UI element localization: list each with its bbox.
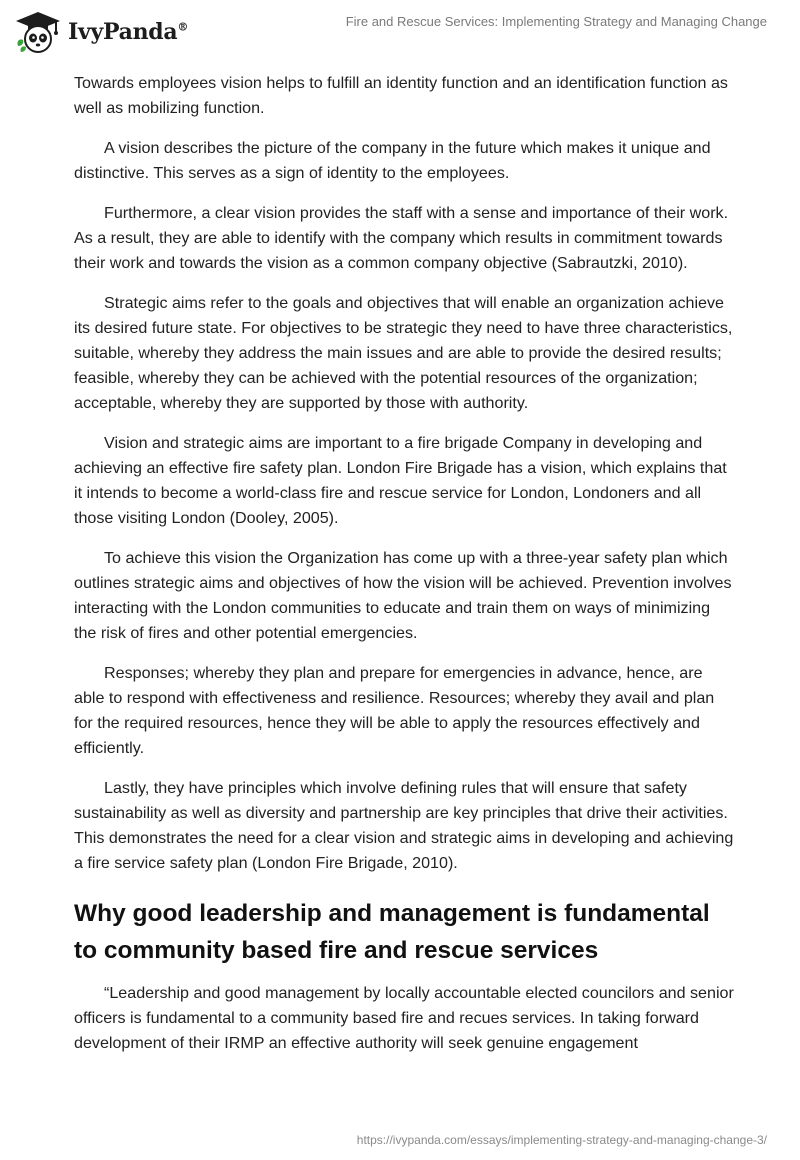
paragraph: Lastly, they have principles which involve defining rules that will ensure that safety sustainability as well as diversity and partnership are key principles that drive their activities. This demonstrates the need for a clear vision and strategic aims in developing and achieving a fire service safety plan (London Fire Brigade, 2010). [74,779,734,872]
ivypanda-logo[interactable] [14,10,188,54]
paragraph: Towards employees vision helps to fulfill an identity function and an identification function as well as mobilizing function. [74,74,728,117]
paragraph: To achieve this vision the Organization has come up with a three-year safety plan which outlines strategic aims and objectives of how the vision will be achieved. Prevention involves interacting with the London communities to educate and train them on ways of minimizing the risk of fires and other potential emergencies. [74,549,732,642]
footer-url[interactable]: https://ivypanda.com/essays/implementing-strategy-and-managing-change-3/ [356,1133,767,1147]
paragraph: Vision and strategic aims are important to a fire brigade Company in developing and achieving an effective fire safety plan. London Fire Brigade has a vision, which explains that it intends to become a world-class fire and rescue service for London, Londoners and all those visiting London (Dooley, 2005). [74,434,727,527]
paragraph: Responses; whereby they plan and prepare for emergencies in advance, hence, are able to respond with effectiveness and resilience. Resources; whereby they avail and plan for the required resources, hence they will be able to apply the resources effectively and efficiently. [74,664,715,757]
paragraph: Furthermore, a clear vision provides the staff with a sense and importance of their work. As a result, they are able to identify with the company which results in commitment towards their work and towards the vision as a common company objective (Sabrautzki, 2010). [74,204,729,272]
panda-graduate-icon [14,10,62,54]
document-title: Fire and Rescue Services: Implementing Strategy and Managing Change [345,14,767,29]
brand-name: IvyPanda® [68,19,189,45]
paragraph: A vision describes the picture of the company in the future which makes it unique and distinctive. This serves as a sign of identity to the employees. [74,139,711,182]
section-heading: Why good leadership and management is fundamental to community based fire and rescue services [74,900,710,964]
paragraph: “Leadership and good management by locally accountable elected councilors and senior officers is fundamental to a community based fire and recues services. In taking forward development of their IRMP an effective authority will seek genuine engagement [74,984,734,1052]
paragraph: Strategic aims refer to the goals and objectives that will enable an organization achieve its desired future state. For objectives to be strategic they need to have three characteristics, suitable, whereby they address the main issues and are able to provide the desired results; feasible, whereby they can be achieved with the potential resources of the organization; acceptable, whereby they are supported by those with authority. [74,294,733,412]
essay-content [74,71,734,1071]
